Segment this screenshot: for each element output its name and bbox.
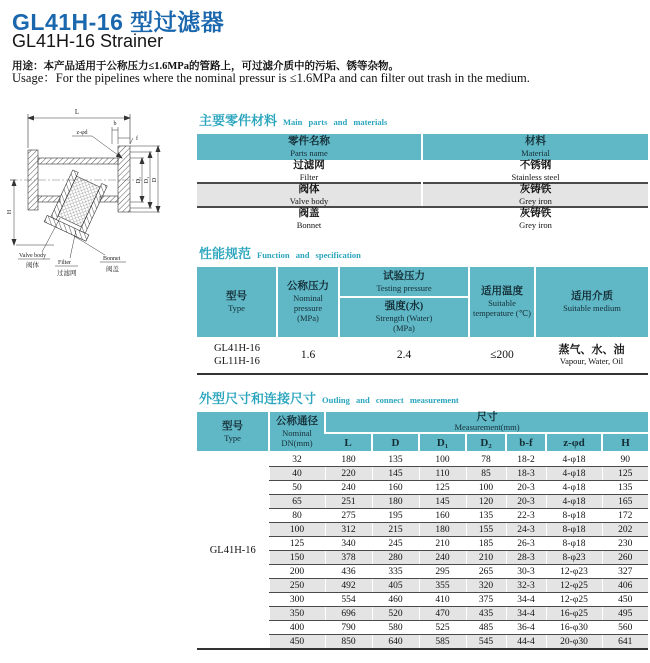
header-text-en: Suitable medium (563, 303, 621, 313)
measurement-cell: 250 (269, 579, 325, 593)
measurement-cell: 525 (419, 621, 466, 635)
header-text-cn: 公称压力 (287, 281, 329, 292)
measurement-cell: 32 (269, 452, 325, 467)
measurement-cell: 100 (269, 523, 325, 537)
measurement-cell: 210 (419, 537, 466, 551)
measurement-cell: 195 (372, 509, 419, 523)
header-text-unit: (MPa) (393, 323, 415, 333)
measurement-header-row-1 (197, 412, 648, 433)
measurement-cell: 375 (466, 593, 506, 607)
spec-col-temperature-header (469, 267, 535, 337)
cell-text-en: Stainless steel (511, 172, 560, 182)
header-text-cn: 适用温度 (481, 286, 523, 297)
measurement-cell: 400 (269, 621, 325, 635)
strainer-branch-shape (44, 168, 111, 241)
measurement-cell: 120 (466, 495, 506, 509)
section-heading-spec (199, 243, 648, 262)
section-heading-parts-en: Main parts and materials (283, 117, 388, 127)
measurement-cell: 327 (602, 565, 648, 579)
measurement-cell: 8-φ18 (546, 509, 602, 523)
measurement-size-group-header (325, 412, 648, 433)
measurement-cell: 340 (325, 537, 372, 551)
measurement-cell: 20-3 (506, 481, 546, 495)
measurement-cell: 4-φ18 (546, 481, 602, 495)
cell-text-cn: 阀体 (298, 184, 320, 195)
measurement-cell: 90 (602, 452, 648, 467)
page-title: GL41H-16 型过滤器 (12, 9, 225, 35)
cell-text-en: Bonnet (296, 220, 322, 230)
measurement-cell: 135 (372, 452, 419, 467)
measurement-cell: 125 (269, 537, 325, 551)
section-heading-measurement-cn: 外型尺寸和连接尺寸 (199, 391, 317, 406)
measurement-cell: 210 (466, 551, 506, 565)
measurement-col-bf-header: b-f (506, 433, 546, 452)
part-label-bonnet-en: Bonnet (103, 256, 121, 262)
measurement-cell: 215 (372, 523, 419, 537)
measurement-cell: 295 (419, 565, 466, 579)
measurement-table (197, 412, 648, 650)
measurement-cell: 300 (269, 593, 325, 607)
measurement-cell: 100 (419, 452, 466, 467)
header-text-cn: 试验压力 (383, 271, 425, 282)
cell-text-cn: 阀盖 (298, 208, 320, 219)
spec-table (197, 267, 648, 375)
part-name-cell (197, 160, 422, 183)
measurement-col-D1-header: D₁ (419, 433, 466, 452)
measurement-cell: 172 (602, 509, 648, 523)
measurement-cell: 80 (269, 509, 325, 523)
measurement-cell: 470 (419, 607, 466, 621)
measurement-cell: 545 (466, 635, 506, 650)
spec-medium-cell (535, 337, 648, 374)
testing-pressure-subheader (340, 267, 468, 298)
measurement-cell: 150 (269, 551, 325, 565)
measurement-cell: 185 (466, 537, 506, 551)
section-heading-measurement-en: Outling and connect measurement (322, 395, 459, 405)
section-measurement (197, 388, 648, 650)
measurement-cell: 520 (372, 607, 419, 621)
measurement-cell: 34-4 (506, 607, 546, 621)
measurement-cell: 560 (602, 621, 648, 635)
measurement-cell: 200 (269, 565, 325, 579)
measurement-cell: 180 (372, 495, 419, 509)
measurement-cell: 125 (419, 481, 466, 495)
measurement-cell: 4-φ18 (546, 495, 602, 509)
dim-label-f: f (136, 136, 138, 142)
part-label-filter-en: Filter (58, 260, 71, 266)
header-text-cn: 零件名称 (288, 136, 330, 147)
spec-col-medium-header (535, 267, 648, 337)
header-text-en: Material (521, 148, 550, 158)
measurement-col-H-header: H (602, 433, 648, 452)
dim-label-z-phi-d: z-φd (76, 130, 88, 136)
cell-text-en: Grey iron (519, 196, 552, 206)
header-text-unit: DN(mm) (281, 437, 313, 448)
measurement-cell: 135 (602, 481, 648, 495)
measurement-cell: 30-3 (506, 565, 546, 579)
measurement-cell: 696 (325, 607, 372, 621)
parts-col-material-header (422, 134, 648, 160)
measurement-cell: 350 (269, 607, 325, 621)
measurement-cell: 160 (419, 509, 466, 523)
measurement-cell: 78 (466, 452, 506, 467)
cell-text: GL41H-16 (213, 343, 261, 354)
measurement-cell: 155 (466, 523, 506, 537)
measurement-tbody (197, 452, 648, 649)
measurement-cell: 585 (419, 635, 466, 650)
header-text-cn: 尺寸 (476, 412, 498, 423)
measurement-cell: 180 (419, 523, 466, 537)
measurement-cell: 275 (325, 509, 372, 523)
measurement-cell: 641 (602, 635, 648, 650)
measurement-cell: 145 (419, 495, 466, 509)
measurement-col-dn-header (269, 412, 325, 452)
part-name-cell (197, 183, 422, 207)
measurement-cell: 40 (269, 467, 325, 481)
measurement-cell: 436 (325, 565, 372, 579)
cell-text-cn: 过滤网 (293, 160, 325, 171)
header-text-unit: (MPa) (297, 313, 319, 323)
measurement-cell: 202 (602, 523, 648, 537)
header-text-en: Parts name (290, 148, 328, 158)
measurement-cell: 16-φ25 (546, 607, 602, 621)
header-text-en: Suitable (488, 298, 516, 308)
usage-text-en: Usage：For the pipelines where the nominal pressur is ≤1.6MPa and can filter out trash in the medium. (12, 71, 530, 85)
header-text-en: temperature (℃) (473, 308, 531, 318)
header-text-en: Type (224, 432, 241, 443)
measurement-cell: 240 (325, 481, 372, 495)
header-text-en: Type (228, 303, 245, 313)
spec-col-nominal-header (277, 267, 339, 337)
measurement-cell: 265 (466, 565, 506, 579)
cell-text-cn: 蒸气、水、油 (558, 344, 625, 356)
measurement-cell: 245 (372, 537, 419, 551)
header-text-cn: 公称通径 (276, 415, 318, 427)
header-text-en: Testing pressure (376, 283, 432, 293)
measurement-col-L-header: L (325, 433, 372, 452)
leader-line (92, 136, 122, 158)
cell-text: GL11H-16 (214, 356, 260, 367)
cell-text-en: Valve body (289, 196, 329, 206)
measurement-cell: 435 (466, 607, 506, 621)
measurement-cell: 240 (419, 551, 466, 565)
measurement-cell: 110 (419, 467, 466, 481)
measurement-cell: 125 (602, 467, 648, 481)
section-heading-parts (199, 110, 648, 129)
measurement-cell: 335 (372, 565, 419, 579)
measurement-cell: 260 (602, 551, 648, 565)
measurement-cell: 32-3 (506, 579, 546, 593)
measurement-cell: 50 (269, 481, 325, 495)
spec-data-row (197, 337, 648, 374)
spec-strength-cell: 2.4 (339, 337, 469, 374)
measurement-cell: 640 (372, 635, 419, 650)
strength-water-subheader (340, 298, 468, 337)
measurement-col-type-header (197, 412, 269, 452)
measurement-row (197, 452, 648, 467)
measurement-cell: 554 (325, 593, 372, 607)
measurement-cell: 165 (602, 495, 648, 509)
measurement-cell: 4-φ18 (546, 452, 602, 467)
table-row (197, 183, 648, 207)
strainer-cross-section (2, 100, 197, 295)
spec-temperature-cell: ≤200 (469, 337, 535, 374)
section-heading-spec-cn: 性能规范 (199, 246, 252, 261)
measurement-cell: 12-φ25 (546, 579, 602, 593)
strainer-diagram (2, 100, 197, 295)
measurement-cell: 22-3 (506, 509, 546, 523)
measurement-cell: 34-4 (506, 593, 546, 607)
header-text-cn: 材料 (525, 136, 546, 147)
dim-label-L: L (74, 108, 80, 116)
dim-label-H: H (7, 209, 13, 215)
measurement-cell: 26-3 (506, 537, 546, 551)
section-parts (197, 110, 648, 230)
cell-text-en: Vapour, Water, Oil (559, 356, 624, 366)
part-label-filter-cn: 过滤网 (57, 270, 77, 277)
measurement-cell: 20-φ30 (546, 635, 602, 650)
dim-label-b: b (113, 121, 117, 127)
dim-label-D2: D₂ (136, 176, 142, 184)
measurement-cell: 85 (466, 467, 506, 481)
cell-text-cn: 灰铸铁 (519, 208, 552, 219)
section-spec (197, 243, 648, 375)
measurement-cell: 312 (325, 523, 372, 537)
section-heading-spec-en: Function and specification (257, 250, 361, 260)
measurement-cell: 251 (325, 495, 372, 509)
cell-text-en: Filter (299, 172, 319, 182)
measurement-cell: 450 (269, 635, 325, 650)
section-heading-parts-cn: 主要零件材料 (199, 113, 278, 128)
page-subtitle: GL41H-16 Strainer (12, 31, 164, 51)
measurement-cell: 460 (372, 593, 419, 607)
cell-text-cn: 不锈钢 (519, 160, 552, 171)
table-row (197, 207, 648, 230)
usage-text-cn: 用途：本产品适用于公称压力≤1.6MPa的管路上，可过滤介质中的污垢、锈等杂物。 (12, 61, 399, 72)
measurement-cell: 410 (419, 593, 466, 607)
header-text-en: Nominal (282, 427, 312, 438)
dim-label-D: D (152, 177, 158, 183)
part-material-cell (422, 183, 648, 207)
header-text-en: Nominal pressure (293, 293, 323, 313)
measurement-cell: 8-φ23 (546, 551, 602, 565)
measurement-cell: 28-3 (506, 551, 546, 565)
dim-label-D1: D₁ (144, 176, 150, 184)
measurement-cell: 135 (466, 509, 506, 523)
measurement-cell: 16-φ30 (546, 621, 602, 635)
measurement-cell: 450 (602, 593, 648, 607)
measurement-type-cell: GL41H-16 (197, 452, 269, 649)
measurement-cell: 100 (466, 481, 506, 495)
header-text-en: Strength (Water) (375, 313, 433, 323)
measurement-cell: 4-φ18 (546, 467, 602, 481)
part-label-valve-body-cn: 阀体 (26, 262, 39, 269)
measurement-cell: 378 (325, 551, 372, 565)
measurement-col-D2-header: D₂ (466, 433, 506, 452)
parts-table (197, 134, 648, 230)
spec-nominal-cell: 1.6 (277, 337, 339, 374)
table-row (197, 160, 648, 183)
spec-col-type-header (197, 267, 277, 337)
measurement-cell: 8-φ18 (546, 537, 602, 551)
usage-block (12, 61, 530, 83)
header-text-cn: 型号 (222, 420, 243, 432)
measurement-cell: 12-φ25 (546, 593, 602, 607)
measurement-cell: 8-φ18 (546, 523, 602, 537)
measurement-cell: 18-3 (506, 467, 546, 481)
measurement-cell: 355 (419, 579, 466, 593)
header-text-cn: 强度(水) (384, 301, 424, 312)
content-column (197, 110, 648, 663)
measurement-cell: 485 (466, 621, 506, 635)
parts-col-name-header (197, 134, 422, 160)
measurement-cell: 12-φ23 (546, 565, 602, 579)
measurement-cell: 20-3 (506, 495, 546, 509)
header-text-cn: 适用介质 (571, 291, 613, 302)
measurement-cell: 406 (602, 579, 648, 593)
measurement-cell: 405 (372, 579, 419, 593)
part-material-cell (422, 207, 648, 230)
part-label-bonnet-cn: 阀盖 (106, 266, 119, 273)
spec-col-testing-header (339, 267, 469, 337)
part-name-cell (197, 207, 422, 230)
measurement-cell: 18-2 (506, 452, 546, 467)
measurement-cell: 44-4 (506, 635, 546, 650)
measurement-cell: 230 (602, 537, 648, 551)
measurement-col-D-header: D (372, 433, 419, 452)
spec-type-cell (197, 337, 277, 374)
measurement-cell: 160 (372, 481, 419, 495)
measurement-col-zfd-header: z-φd (546, 433, 602, 452)
measurement-cell: 24-3 (506, 523, 546, 537)
header-text-cn: 型号 (226, 291, 247, 302)
spec-header-row (197, 267, 648, 337)
measurement-cell: 65 (269, 495, 325, 509)
measurement-cell: 145 (372, 467, 419, 481)
measurement-cell: 495 (602, 607, 648, 621)
parts-header-row (197, 134, 648, 160)
cell-text-cn: 灰铸铁 (519, 184, 552, 195)
measurement-cell: 492 (325, 579, 372, 593)
measurement-cell: 320 (466, 579, 506, 593)
measurement-cell: 36-4 (506, 621, 546, 635)
measurement-cell: 850 (325, 635, 372, 650)
measurement-cell: 580 (372, 621, 419, 635)
measurement-cell: 790 (325, 621, 372, 635)
measurement-cell: 180 (325, 452, 372, 467)
cell-text-en: Grey iron (519, 220, 552, 230)
measurement-cell: 220 (325, 467, 372, 481)
measurement-cell: 280 (372, 551, 419, 565)
part-material-cell (422, 160, 648, 183)
section-heading-measurement (199, 388, 648, 407)
part-label-valve-body-en: Valve body (19, 253, 47, 259)
header-text-en: Measurement(mm) (454, 422, 520, 432)
